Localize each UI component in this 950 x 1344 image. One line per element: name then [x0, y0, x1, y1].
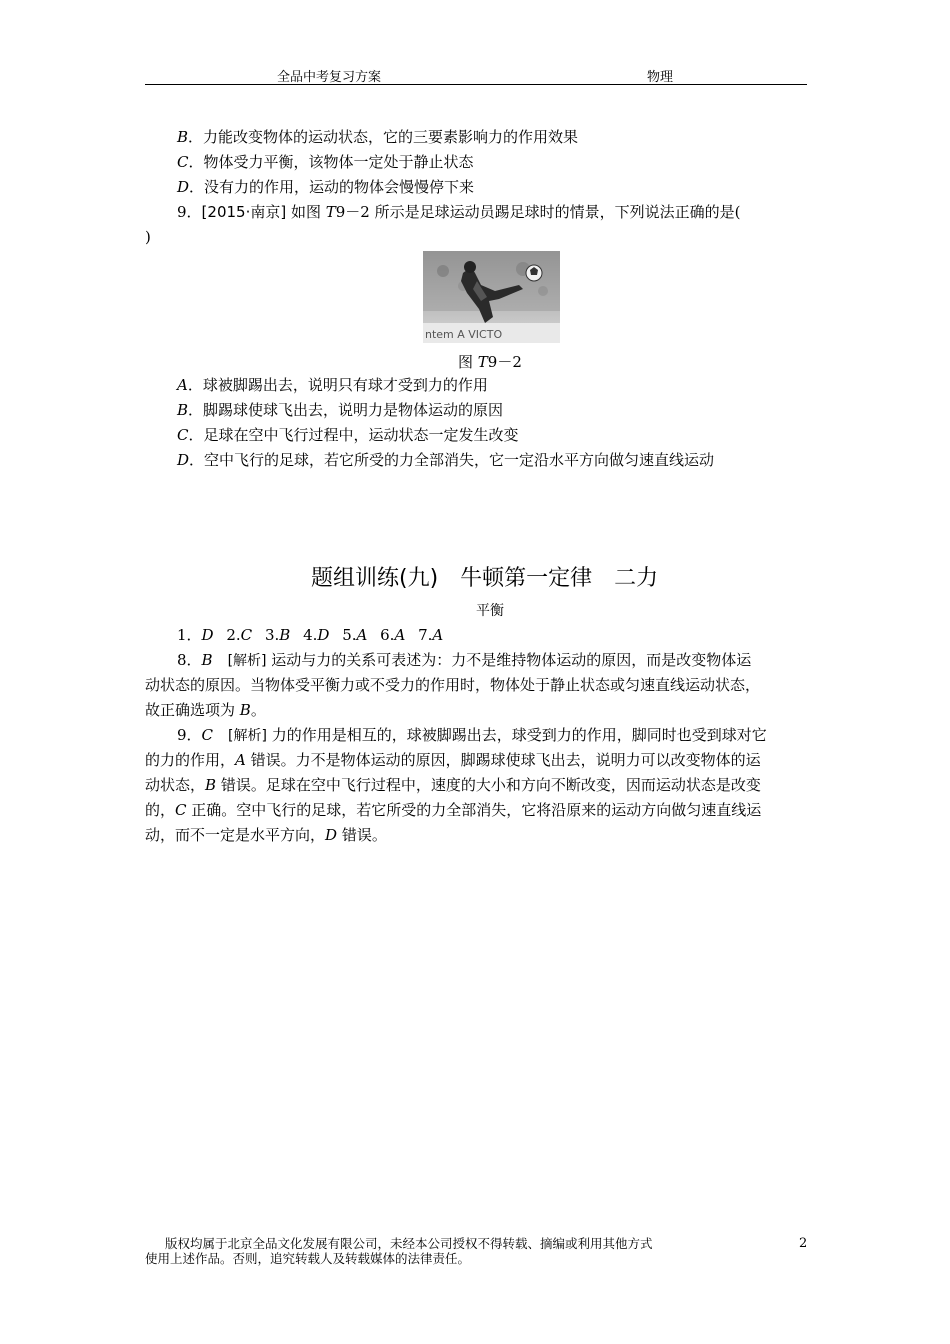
page-header	[145, 64, 807, 85]
answer-9-line-3: 动状态，B 错误。足球在空中飞行过程中，速度的大小和方向不断改变，因而运动状态是改变	[145, 776, 761, 794]
page-number: 2	[799, 1236, 808, 1251]
q9-source: [2015·南京]	[201, 203, 287, 221]
answer-8-line-3: 故正确选项为 B。	[145, 701, 266, 719]
section-title: 题组训练(九) 牛顿第一定律 二力	[311, 566, 659, 591]
footer-line-1: 版权均属于北京全品文化发展有限公司，未经本公司授权不得转载、摘编或利用其他方式	[165, 1236, 653, 1251]
q9-option-b: B．脚踢球使球飞出去，说明力是物体运动的原因	[177, 401, 504, 419]
q9-stem: 9．[2015·南京] 如图 T9－2 所示是足球运动员踢足球时的情景，下列说法正确的是(	[177, 203, 741, 221]
photo-banner-text: ntem A VICTO	[425, 328, 503, 341]
header-book-title: 全品中考复习方案	[277, 70, 382, 85]
answer-9-line-4: 的，C 正确。空中飞行的足球，若它所受的力全部消失，它将沿原来的运动方向做匀速直线运	[145, 801, 762, 819]
answer-9-line-2: 的力的作用，A 错误。力不是物体运动的原因，脚踢球使球飞出去，说明力可以改变物体的运	[145, 751, 761, 769]
copyright-footer	[145, 1236, 745, 1266]
answer-9-line-5: 动，而不一定是水平方向，D 错误。	[145, 826, 387, 844]
footer-line-2: 使用上述作品。否则，追究转载人及转载媒体的法律责任。	[145, 1251, 471, 1266]
section-subtitle: 平衡	[476, 603, 504, 619]
q8-option-c: C．物体受力平衡，该物体一定处于静止状态	[177, 153, 474, 171]
answer-8-line-2: 动状态的原因。当物体受平衡力或不受力的作用时，物体处于静止状态或匀速直线运动状态，	[145, 676, 761, 694]
q9-option-c: C．足球在空中飞行过程中，运动状态一定发生改变	[177, 426, 519, 444]
q9-option-d: D．空中飞行的足球，若它所受的力全部消失，它一定沿水平方向做匀速直线运动	[177, 451, 715, 469]
figure-caption: 图 T9－2	[458, 353, 522, 371]
q8-option-b: B．力能改变物体的运动状态，它的三要素影响力的作用效果	[177, 128, 579, 146]
soccer-kick-photo	[423, 251, 560, 343]
answer-9-line-1: 9．C [解析] 力的作用是相互的，球被脚踢出去，球受到力的作用，脚同时也受到球对它	[177, 726, 767, 744]
answer-8-line-1: 8．B [解析] 运动与力的关系可表述为：力不是维持物体运动的原因，而是改变物体运	[177, 651, 752, 669]
answers-line-1: 1．D 2.C 3.B 4.D 5.A 6.A 7.A	[177, 626, 444, 644]
q9-stem-close: )	[145, 228, 151, 246]
header-subject: 物理	[647, 70, 674, 85]
q9-option-a: A．球被脚踢出去，说明只有球才受到力的作用	[177, 376, 488, 394]
q8-option-d: D．没有力的作用，运动的物体会慢慢停下来	[177, 178, 475, 196]
